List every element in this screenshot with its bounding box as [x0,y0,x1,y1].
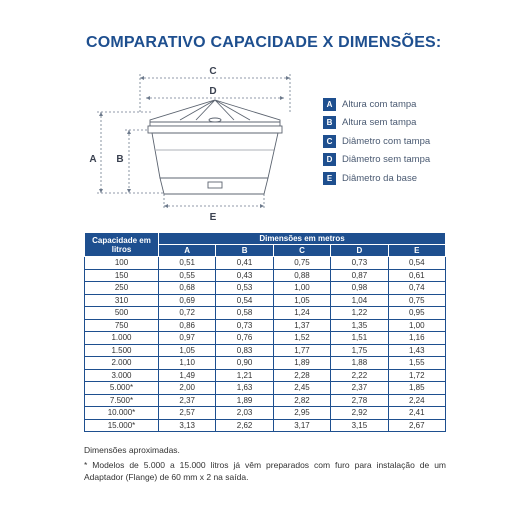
dimension-cell: 2,22 [331,369,388,382]
table-row [85,307,446,320]
capacity-cell: 10.000* [85,407,159,420]
label-d: D [209,86,217,97]
dimension-cell: 1,85 [388,382,445,395]
dimension-cell: 1,55 [388,357,445,370]
column-header: C [273,245,330,257]
capacity-cell: 250 [85,282,159,295]
dimension-cell: 0,95 [388,307,445,320]
capacity-cell: 500 [85,307,159,320]
legend [323,95,503,188]
dimension-cell: 0,73 [216,319,273,332]
dimension-cell: 1,89 [273,357,330,370]
note-approximate: Dimensões aproximadas. [84,445,180,455]
table-row [85,282,446,295]
dimension-cell: 0,97 [159,332,216,345]
table-row [85,382,446,395]
table-row [85,394,446,407]
dimension-cell: 0,54 [216,294,273,307]
table-row [85,269,446,282]
dimension-cell: 1,24 [273,307,330,320]
dimension-cell: 1,22 [331,307,388,320]
dimension-cell: 0,76 [216,332,273,345]
table-row [85,369,446,382]
capacity-cell: 5.000* [85,382,159,395]
dimension-cell: 0,75 [388,294,445,307]
dimension-cell: 0,69 [159,294,216,307]
tank-shape [148,100,282,194]
dimension-cell: 0,68 [159,282,216,295]
legend-item-d [323,151,503,169]
legend-key: D [323,153,336,166]
legend-item-e [323,169,503,187]
dimension-cell: 0,51 [159,257,216,270]
legend-text: Diâmetro com tampa [342,135,431,147]
dimension-cell: 1,16 [388,332,445,345]
dimension-cell: 0,86 [159,319,216,332]
label-c: C [209,66,217,77]
dimension-cell: 1,05 [273,294,330,307]
dimension-cell: 2,37 [159,394,216,407]
legend-item-a [323,95,503,113]
table-row [85,294,446,307]
dimension-cell: 0,75 [273,257,330,270]
capacity-cell: 7.500* [85,394,159,407]
column-header: E [388,245,445,257]
note-models: * Modelos de 5.000 a 15.000 litros já vêm preparados com furo para instalação de um Adaptador (Flange) de 60 mm x 2 na saída. [84,460,446,482]
dimension-cell: 1,35 [331,319,388,332]
dimension-cell: 1,00 [273,282,330,295]
dimension-cell: 0,53 [216,282,273,295]
dimension-cell: 1,88 [331,357,388,370]
dimension-cell: 1,00 [388,319,445,332]
dimension-cell: 1,49 [159,369,216,382]
column-header: D [331,245,388,257]
dimension-cell: 0,58 [216,307,273,320]
legend-key: B [323,116,336,129]
tank-diagram [80,58,320,228]
table-row [85,357,446,370]
legend-text: Diâmetro da base [342,172,417,184]
legend-text: Altura com tampa [342,98,417,110]
capacity-cell: 1.500 [85,344,159,357]
dimension-cell: 2,03 [216,407,273,420]
dimension-cell: 3,17 [273,419,330,432]
dimension-cell: 0,55 [159,269,216,282]
column-header: A [159,245,216,257]
dimension-cell: 2,57 [159,407,216,420]
dimension-cell: 1,52 [273,332,330,345]
dimension-cell: 0,73 [331,257,388,270]
capacity-cell: 150 [85,269,159,282]
capacity-cell: 310 [85,294,159,307]
capacity-cell: 15.000* [85,419,159,432]
dimension-cell: 1,10 [159,357,216,370]
dimension-cell: 2,28 [273,369,330,382]
dimension-cell: 0,90 [216,357,273,370]
capacity-cell: 1.000 [85,332,159,345]
dimension-cell: 1,89 [216,394,273,407]
capacity-cell: 100 [85,257,159,270]
dimension-cell: 0,61 [388,269,445,282]
capacity-cell: 3.000 [85,369,159,382]
dimension-cell: 0,41 [216,257,273,270]
dimension-cell: 1,04 [331,294,388,307]
dimension-cell: 1,77 [273,344,330,357]
legend-key: A [323,98,336,111]
dimension-cell: 1,37 [273,319,330,332]
dimension-cell: 0,54 [388,257,445,270]
dimension-cell: 2,62 [216,419,273,432]
dimension-cell: 0,98 [331,282,388,295]
table-row [85,319,446,332]
dimension-cell: 1,63 [216,382,273,395]
capacity-header: Capacidade em litros [85,233,159,257]
column-header: B [216,245,273,257]
dimension-cell: 2,92 [331,407,388,420]
page-title: COMPARATIVO CAPACIDADE X DIMENSÕES: [86,34,442,51]
dimension-cell: 0,83 [216,344,273,357]
label-e: E [209,212,217,223]
dimension-cell: 2,00 [159,382,216,395]
dimension-cell: 2,82 [273,394,330,407]
dimension-cell: 0,88 [273,269,330,282]
dimensions-header: Dimensões em metros [159,233,446,245]
legend-text: Diâmetro sem tampa [342,154,431,165]
dimension-cell: 2,24 [388,394,445,407]
dimension-cell: 2,37 [331,382,388,395]
legend-text: Altura sem tampa [342,117,417,128]
dimension-cell: 0,74 [388,282,445,295]
dimension-cell: 3,15 [331,419,388,432]
table-row [85,257,446,270]
dimension-cell: 0,87 [331,269,388,282]
dimension-cell: 3,13 [159,419,216,432]
legend-key: C [323,135,336,148]
dimension-cell: 2,67 [388,419,445,432]
table-row [85,419,446,432]
dimension-cell: 1,51 [331,332,388,345]
legend-item-b [323,114,503,132]
dimension-cell: 1,21 [216,369,273,382]
table-row [85,344,446,357]
dimension-cell: 1,05 [159,344,216,357]
legend-key: E [323,172,336,185]
legend-item-c [323,132,503,150]
dimension-cell: 1,43 [388,344,445,357]
capacity-cell: 2.000 [85,357,159,370]
dimension-cell: 2,95 [273,407,330,420]
capacity-cell: 750 [85,319,159,332]
dimension-cell: 2,78 [331,394,388,407]
label-b: B [116,154,124,165]
dimension-cell: 1,75 [331,344,388,357]
label-a: A [89,154,97,165]
table-row [85,332,446,345]
dimension-cell: 2,45 [273,382,330,395]
dimension-cell: 1,72 [388,369,445,382]
dimension-cell: 2,41 [388,407,445,420]
table-row [85,407,446,420]
dimension-cell: 0,43 [216,269,273,282]
dimension-cell: 0,72 [159,307,216,320]
dimensions-table [84,232,446,432]
